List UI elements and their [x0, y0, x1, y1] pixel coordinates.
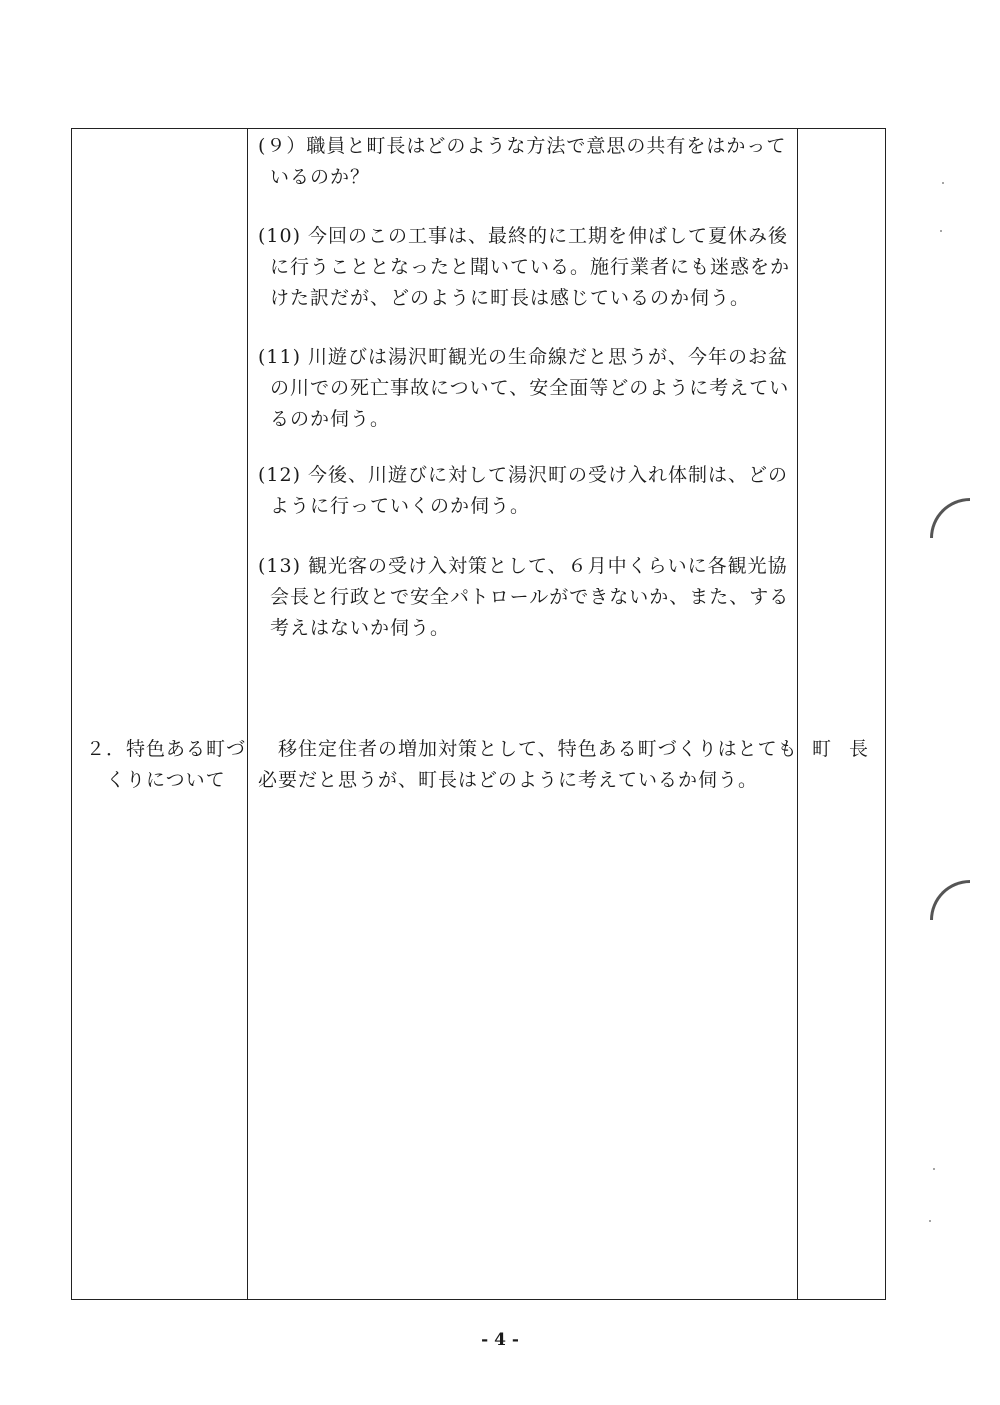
topic-line: くりについて	[106, 769, 226, 791]
questions-table	[71, 128, 886, 1300]
punch-hole-mark	[930, 880, 970, 920]
question-line: (10) 今回のこの工事は、最終的に工期を伸ばして夏休み後	[258, 225, 789, 247]
question-line: いるのか？	[270, 166, 371, 188]
question-line: (11) 川遊びは湯沢町観光の生命線だと思うが、今年のお盆	[258, 346, 789, 368]
question-line: (９）職員と町長はどのような方法で意思の共有をはかって	[258, 135, 787, 157]
question-item	[258, 131, 798, 193]
scan-speck	[933, 1168, 935, 1170]
question-line: の川での死亡事故について、安全面等どのように考えてい	[270, 377, 790, 399]
question-item	[258, 221, 798, 314]
scan-speck	[929, 1220, 931, 1222]
question-line: 会長と行政とで安全パトロールができないか、また、する	[270, 586, 790, 608]
page-number: - 4 -	[481, 1330, 519, 1350]
question-line: に行うこととなったと聞いている。施行業者にも迷惑をか	[270, 256, 791, 278]
question-line: けた訳だが、どのように町長は感じているのか伺う。	[270, 287, 751, 309]
question-item	[258, 342, 798, 435]
question-line: 考えはないか伺う。	[270, 617, 451, 639]
column-divider	[247, 129, 248, 1299]
topic-title	[86, 734, 246, 796]
question-line: (13) 観光客の受け入対策として、６月中くらいに各観光協	[258, 555, 788, 577]
answerer-label: 町長	[812, 738, 887, 760]
question-item	[258, 551, 798, 644]
question-item	[258, 734, 798, 796]
punch-hole-mark	[930, 498, 970, 538]
topic-line: ２．特色ある町づ	[86, 738, 247, 760]
question-line: 移住定住者の増加対策として、特色ある町づくりはとても	[258, 738, 798, 760]
question-line: るのか伺う。	[270, 408, 391, 430]
question-item	[258, 460, 798, 522]
scan-speck	[940, 230, 942, 232]
scan-speck	[942, 182, 944, 184]
question-line: ように行っていくのか伺う。	[270, 495, 531, 517]
question-line: 必要だと思うが、町長はどのように考えているか伺う。	[258, 769, 759, 791]
question-line: (12) 今後、川遊びに対して湯沢町の受け入れ体制は、どの	[258, 464, 789, 486]
